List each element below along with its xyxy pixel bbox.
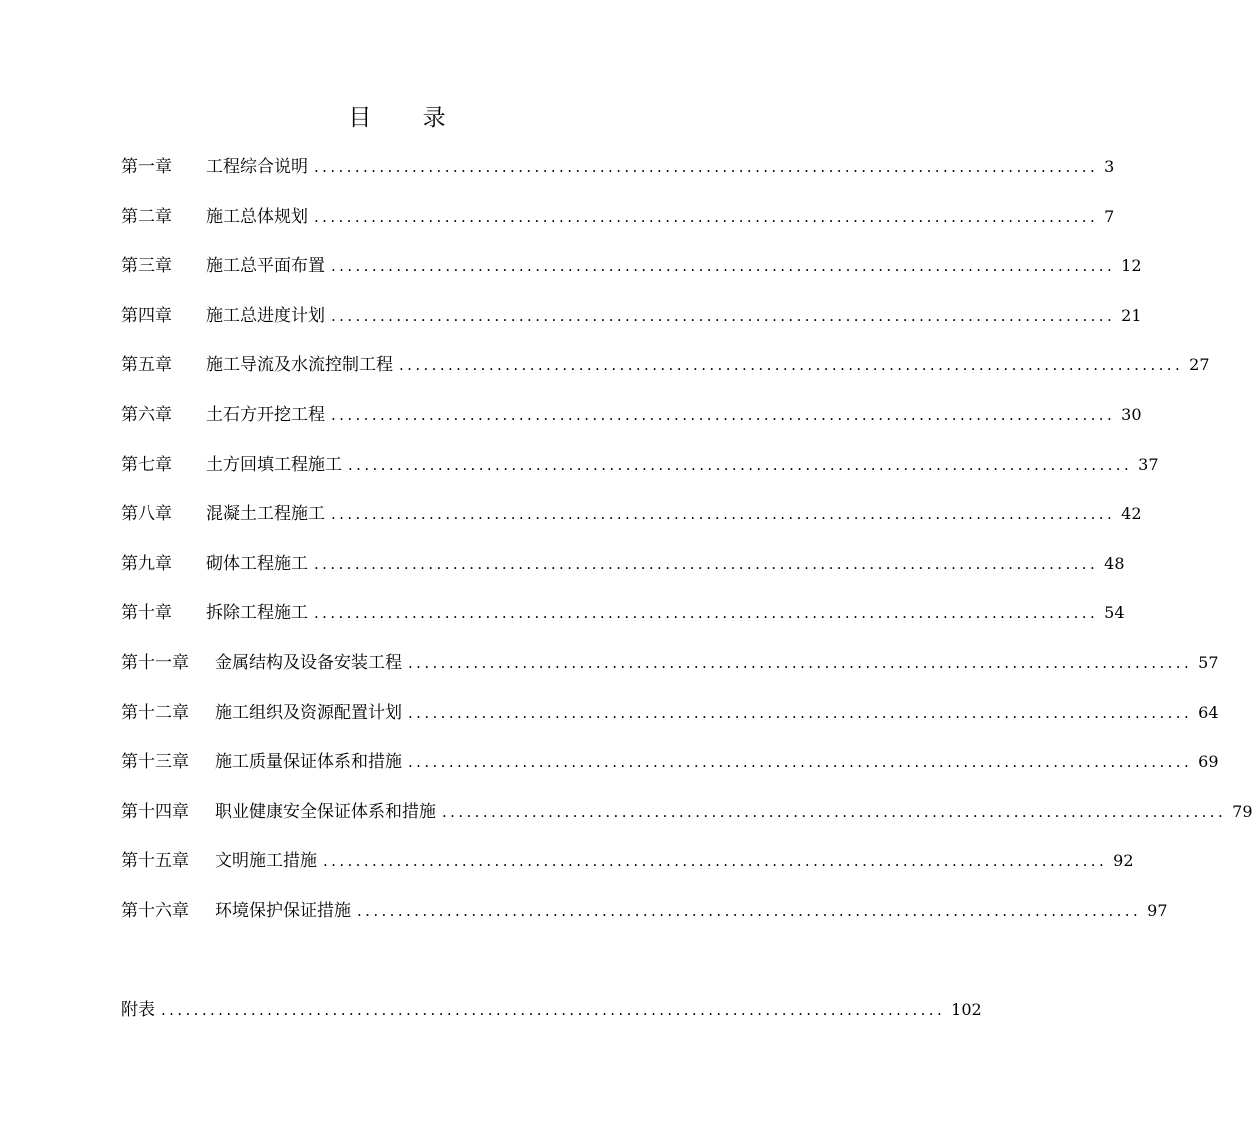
- dot-leader: ................................................................................................: [331, 306, 1116, 325]
- page-number: 30: [1121, 404, 1142, 424]
- dot-leader: ................................................................................................: [314, 207, 1099, 226]
- toc-entry[interactable]: [121, 847, 1134, 897]
- chapter-number: 第九章: [121, 553, 172, 574]
- toc-entry[interactable]: [121, 798, 1253, 848]
- page-number: 54: [1104, 603, 1125, 623]
- toc-entry[interactable]: [121, 401, 1142, 451]
- page-number: 48: [1104, 553, 1125, 573]
- chapter-number: 第十一章: [121, 652, 189, 673]
- chapter-number: 第八章: [121, 504, 172, 525]
- toc-entry[interactable]: [121, 252, 1142, 302]
- chapter-title: 拆除工程施工: [206, 603, 308, 624]
- chapter-number: 第一章: [121, 157, 172, 177]
- page-number: 12: [1121, 256, 1142, 276]
- chapter-number: 第十五章: [121, 851, 189, 872]
- toc-entry[interactable]: [121, 550, 1125, 600]
- appendix-title: 附表: [121, 1000, 155, 1020]
- dot-leader: ................................................................................................: [331, 257, 1116, 276]
- chapter-number: 第十六章: [121, 900, 189, 921]
- dot-leader: ................................................................................................: [323, 852, 1108, 871]
- toc-entry[interactable]: [121, 897, 1168, 947]
- chapter-number: 第二章: [121, 206, 172, 227]
- toc-entry[interactable]: [121, 599, 1125, 649]
- page-number: 102: [951, 1000, 982, 1019]
- dot-leader: ................................................................................................: [314, 604, 1099, 623]
- dot-leader: ................................................................................................: [442, 802, 1227, 821]
- chapter-number: 第十章: [121, 603, 172, 624]
- chapter-title: 环境保护保证措施: [215, 900, 351, 921]
- page-number: 92: [1113, 851, 1134, 871]
- toc-entry[interactable]: [121, 351, 1210, 401]
- toc-entry[interactable]: [121, 302, 1142, 352]
- toc-entry[interactable]: [121, 699, 1219, 749]
- dot-leader: ................................................................................................: [314, 554, 1099, 573]
- page-number: 37: [1138, 454, 1159, 474]
- dot-leader: ................................................................................................: [314, 158, 1099, 176]
- chapter-title: 施工总进度计划: [206, 305, 325, 326]
- dot-leader: ................................................................................................: [408, 653, 1193, 672]
- toc-entry[interactable]: [121, 153, 1115, 203]
- toc-entry[interactable]: [121, 451, 1159, 501]
- page-number: 42: [1121, 504, 1142, 524]
- page-number: 27: [1189, 355, 1210, 375]
- chapter-title: 文明施工措施: [215, 851, 317, 872]
- chapter-title: 施工质量保证体系和措施: [215, 752, 402, 773]
- dot-leader: ................................................................................................: [348, 455, 1133, 474]
- table-of-contents: [121, 153, 1253, 947]
- toc-title: 目 录: [348, 105, 468, 131]
- chapter-number: 第十二章: [121, 702, 189, 723]
- chapter-title: 土石方开挖工程: [206, 404, 325, 425]
- chapter-title: 土方回填工程施工: [206, 454, 342, 475]
- dot-leader: ................................................................................................: [331, 505, 1116, 524]
- toc-entry[interactable]: [121, 203, 1115, 253]
- dot-leader: ................................................................................................: [331, 405, 1116, 424]
- chapter-title: 工程综合说明: [206, 157, 308, 177]
- chapter-title: 施工组织及资源配置计划: [215, 702, 402, 723]
- chapter-title: 职业健康安全保证体系和措施: [215, 801, 436, 822]
- toc-entry[interactable]: [121, 748, 1219, 798]
- toc-entry-appendix[interactable]: [121, 996, 982, 1024]
- page-number: 69: [1198, 752, 1219, 772]
- chapter-title: 施工导流及水流控制工程: [206, 355, 393, 376]
- chapter-title: 金属结构及设备安装工程: [215, 652, 402, 673]
- dot-leader: ................................................................................................: [408, 703, 1193, 722]
- dot-leader: ................................................................................................: [357, 901, 1142, 920]
- toc-entry[interactable]: [121, 500, 1142, 550]
- page-number: 97: [1147, 900, 1168, 920]
- chapter-number: 第十三章: [121, 752, 189, 773]
- chapter-number: 第六章: [121, 404, 172, 425]
- dot-leader: ................................................................................................: [408, 753, 1193, 772]
- page-number: 57: [1198, 652, 1219, 672]
- page-number: 3: [1104, 157, 1115, 176]
- dot-leader: ................................................................................................: [399, 356, 1184, 375]
- page-number: 79: [1232, 801, 1253, 821]
- chapter-title: 施工总体规划: [206, 206, 308, 227]
- chapter-number: 第七章: [121, 454, 172, 475]
- toc-entry[interactable]: [121, 649, 1219, 699]
- chapter-number: 第四章: [121, 305, 172, 326]
- dot-leader: ................................................................................................: [161, 1001, 946, 1019]
- chapter-number: 第五章: [121, 355, 172, 376]
- chapter-title: 施工总平面布置: [206, 256, 325, 277]
- chapter-title: 砌体工程施工: [206, 553, 308, 574]
- chapter-number: 第三章: [121, 256, 172, 277]
- page-number: 7: [1104, 206, 1115, 226]
- page-number: 21: [1121, 305, 1142, 325]
- chapter-title: 混凝土工程施工: [206, 504, 325, 525]
- chapter-number: 第十四章: [121, 801, 189, 822]
- page-number: 64: [1198, 702, 1219, 722]
